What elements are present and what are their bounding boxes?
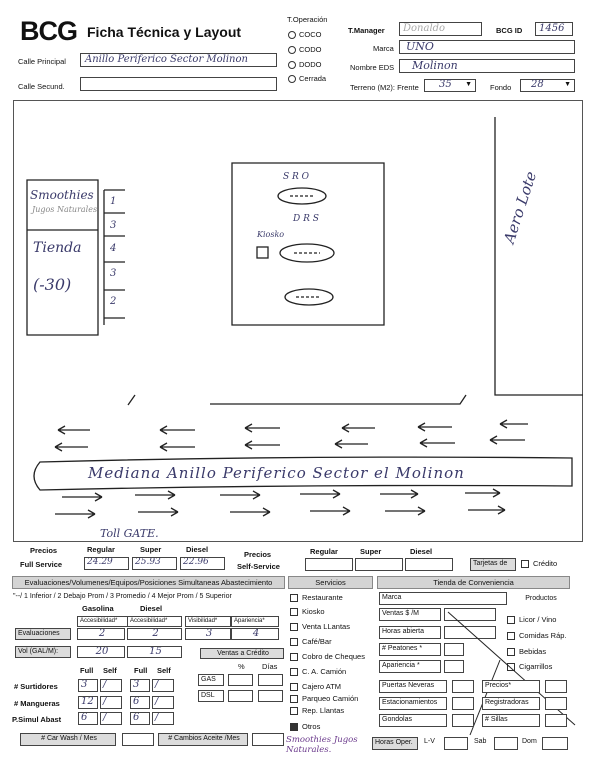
nombre-eds-field[interactable]: Molinon — [399, 59, 575, 73]
marca-field[interactable]: UNO — [399, 40, 575, 54]
terreno-label: Terreno (M2): Frente — [350, 83, 419, 92]
sketch-shelf-4: 3 — [110, 268, 117, 279]
sketch-tienda-size: (-30) — [33, 275, 72, 294]
operacion-option-coco[interactable]: COCO — [288, 30, 322, 39]
abast-self-dsl[interactable]: / — [152, 712, 174, 725]
abast-full-gas[interactable]: 6 — [78, 712, 98, 725]
self-header-1: Self — [103, 666, 117, 675]
producto-cigarrillos[interactable]: Cigarrillos — [507, 662, 552, 671]
horas-oper-label: Horas Oper. — [372, 737, 418, 750]
fondo-dropdown-icon[interactable]: ▼ — [564, 81, 571, 88]
page-title: Ficha Técnica y Layout — [87, 24, 242, 40]
precios-full-diesel: Diesel — [186, 545, 209, 554]
horas-sab-label: Sab — [472, 737, 492, 750]
abast-self-gas[interactable]: / — [100, 712, 122, 725]
servicio-restaurante[interactable]: Restaurante — [290, 593, 343, 602]
sketch-shelf-1: 1 — [110, 196, 117, 207]
sillas-label: # Sillas — [482, 714, 540, 727]
servicio-kiosko[interactable]: Kiosko — [290, 607, 325, 616]
tienda-apariencia-label: Apariencia * — [379, 660, 441, 673]
manager-label: T.Manager — [348, 26, 385, 35]
gondolas-label: Gondolas — [379, 714, 447, 727]
sketch-jugos-label: Jugos Naturales — [32, 205, 98, 214]
tienda-ventas-label: Ventas $ /M — [379, 608, 441, 621]
producto-licor-vino[interactable]: Licor / Vino — [507, 615, 556, 624]
sketch-shelf-2: 3 — [110, 220, 117, 231]
evaluation-scale-legend: "--/ 1 Inferior / 2 Debajo Prom / 3 Promedio / 4 Mejor Prom / 5 Superior — [13, 593, 232, 600]
surtidores-self-dsl[interactable]: / — [152, 679, 174, 692]
car-wash-label: # Car Wash / Mes — [20, 733, 116, 746]
evaluaciones-label: Evaluaciones — [15, 628, 71, 640]
vol-label: Vol (GAL/M): — [15, 646, 71, 658]
ventas-credito-pct: % — [238, 662, 245, 671]
mangueras-self-dsl[interactable]: / — [152, 696, 174, 709]
precios-star-label: Precios* — [482, 680, 540, 693]
servicio-ca-camion[interactable]: C. A. Camión — [290, 667, 346, 676]
tienda-marca-field[interactable]: Marca — [379, 592, 507, 605]
operacion-label: T.Operación — [287, 15, 328, 24]
sketch-tienda-label: Tienda — [33, 240, 82, 256]
operacion-option-codo[interactable]: CODO — [288, 45, 322, 54]
tarjetas-button[interactable]: Tarjetas de — [470, 558, 516, 571]
precios-full-label: Precios — [30, 546, 58, 555]
precios-self-sublabel: Self-Service — [237, 562, 280, 571]
registradoras-label: Registradoras — [482, 697, 540, 710]
abast-full-dsl[interactable]: 6 — [130, 712, 150, 725]
registradoras-field[interactable] — [545, 697, 567, 710]
bcg-id-field[interactable]: 1456 — [535, 22, 573, 36]
calle-secund-label: Calle Secund. — [18, 82, 65, 91]
puertas-neveras-field[interactable] — [452, 680, 474, 693]
horas-lv-field[interactable] — [444, 737, 468, 750]
precios-self-regular: Regular — [310, 547, 338, 556]
dsl-label: DSL — [198, 690, 224, 702]
precio-full-super-field[interactable]: 25.93 — [132, 557, 177, 570]
gas-label: GAS — [198, 674, 224, 686]
operacion-option-cerrada[interactable]: Cerrada — [288, 74, 326, 83]
precios-full-sublabel: Full Service — [20, 560, 63, 569]
diesel-label: Diesel — [140, 604, 163, 613]
tienda-horas-label: Horas abierta — [379, 626, 441, 639]
surtidores-full-dsl[interactable]: 3 — [130, 679, 150, 692]
sketch-aero-lote-label: Aero Lote — [500, 169, 541, 246]
frente-field[interactable]: 35 ▼ — [424, 79, 476, 92]
mangueras-label: # Mangueras — [14, 699, 60, 708]
precios-self-diesel: Diesel — [410, 547, 433, 556]
servicio-otros[interactable]: Otros — [290, 722, 320, 731]
servicio-cajero-atm[interactable]: Cajero ATM — [290, 682, 341, 691]
sketch-pump-mid-labels: D R S — [293, 214, 319, 224]
surtidores-self-gas[interactable]: / — [100, 679, 122, 692]
surtidores-full-gas[interactable]: 3 — [78, 679, 98, 692]
servicio-cafe-bar[interactable]: Café/Bar — [290, 637, 332, 646]
producto-comidas-rapidas[interactable]: Comidas Ráp. — [507, 631, 567, 640]
servicio-venta-llantas[interactable]: Venta LLantas — [290, 622, 350, 631]
tienda-header-bar: Tienda de Conveniencia — [377, 576, 570, 589]
vol-value-dsl[interactable]: 15 — [127, 646, 182, 658]
eval-value-1[interactable]: 2 — [77, 628, 125, 640]
self-header-2: Self — [157, 666, 171, 675]
eval-header-apariencia: Apariencia* — [231, 616, 279, 627]
sketch-smoothies-label: Smoothies — [30, 188, 94, 202]
puertas-neveras-label: Puertas Neveras — [379, 680, 447, 693]
precios-self-label: Precios — [244, 550, 272, 559]
calle-principal-label: Calle Principal — [18, 57, 66, 66]
sketch-median-label: Mediana Anillo Periferico Sector el Molinon — [88, 464, 465, 482]
bcg-id-label: BCG ID — [496, 26, 523, 35]
frente-dropdown-icon[interactable]: ▼ — [465, 81, 472, 88]
precios-full-super: Super — [140, 545, 162, 554]
eval-header-accesibilidad-gas: Accesibilidad* — [77, 616, 132, 627]
horas-sab-field[interactable] — [494, 737, 518, 750]
surtidores-label: # Surtidores — [14, 682, 58, 691]
tienda-productos-label: Productos — [511, 594, 569, 606]
cambios-aceite-label: # Cambios Aceite /Mes — [158, 733, 248, 746]
sillas-field[interactable] — [545, 714, 567, 727]
evaluaciones-header-bar: Evaluaciones/Volumenes/Equipos/Posiciones Simultaneas Abastecimiento — [12, 576, 285, 589]
sketch-toll-gate-label: Toll GATE. — [100, 527, 159, 540]
manager-field[interactable]: Donaldo — [399, 22, 482, 36]
servicios-header-bar: Servicios — [288, 576, 373, 589]
sketch-kiosko-label: Kiosko — [257, 230, 285, 239]
eval-value-3[interactable]: 3 — [185, 628, 231, 640]
mangueras-self-gas[interactable]: / — [100, 696, 122, 709]
operacion-option-dodo[interactable]: DODO — [288, 60, 322, 69]
otros-note: Smoothies Jugos Naturales. — [286, 735, 358, 755]
eval-header-accesibilidad-dsl: Accesibilidad* — [127, 616, 182, 627]
full-header-1: Full — [80, 666, 94, 675]
marca-label: Marca — [373, 44, 394, 53]
bcg-logo: BCG — [20, 16, 77, 46]
servicio-parqueo-camion[interactable]: Parqueo Camión — [290, 694, 358, 703]
mangueras-full-dsl[interactable]: 6 — [130, 696, 150, 709]
sketch-shelf-5: 2 — [110, 296, 117, 307]
eval-header-visibilidad: Visibilidad* — [185, 616, 231, 627]
estacionamientos-label: Estacionamientos — [379, 697, 447, 710]
producto-bebidas[interactable]: Bebidas — [507, 647, 546, 656]
vol-value-gas[interactable]: 20 — [77, 646, 125, 658]
eval-value-2[interactable]: 2 — [127, 628, 182, 640]
servicio-rep-llantas[interactable]: Rep. Llantas — [290, 706, 344, 715]
horas-dom-field[interactable] — [542, 737, 568, 750]
nombre-eds-label: Nombre EDS — [350, 63, 395, 72]
precios-full-regular: Regular — [87, 545, 115, 554]
gondolas-field[interactable] — [452, 714, 474, 727]
precio-full-diesel-field[interactable]: 22.96 — [180, 557, 225, 570]
estacionamientos-field[interactable] — [452, 697, 474, 710]
sketch-pump-top-labels: S R O — [283, 172, 310, 182]
credito-checkbox[interactable]: Crédito — [521, 559, 557, 568]
sketch-shelf-3: 4 — [110, 243, 117, 254]
fondo-field[interactable]: 28 ▼ — [520, 79, 575, 92]
tienda-peatones-label: # Peatones * — [379, 643, 441, 656]
servicio-cobro-cheques[interactable]: Cobro de Cheques — [290, 652, 365, 661]
precios-self-super: Super — [360, 547, 382, 556]
eval-value-4[interactable]: 4 — [231, 628, 279, 640]
calle-principal-value: Anillo Periferico Sector Molinon — [85, 54, 248, 65]
fondo-label: Fondo — [490, 83, 512, 92]
full-header-2: Full — [134, 666, 148, 675]
ventas-credito-bar: Ventas a Crédito — [200, 648, 284, 659]
precios-star-field[interactable] — [545, 680, 567, 693]
horas-dom-label: Dom — [520, 737, 540, 750]
ventas-credito-dias: Días — [262, 662, 278, 671]
horas-lv-label: L-V — [422, 737, 442, 750]
mangueras-full-gas[interactable]: 12 — [78, 696, 98, 709]
gasolina-label: Gasolina — [82, 604, 114, 613]
abast-label: P.Simul Abast — [12, 715, 62, 724]
precio-full-regular-field[interactable]: 24.29 — [84, 557, 129, 570]
